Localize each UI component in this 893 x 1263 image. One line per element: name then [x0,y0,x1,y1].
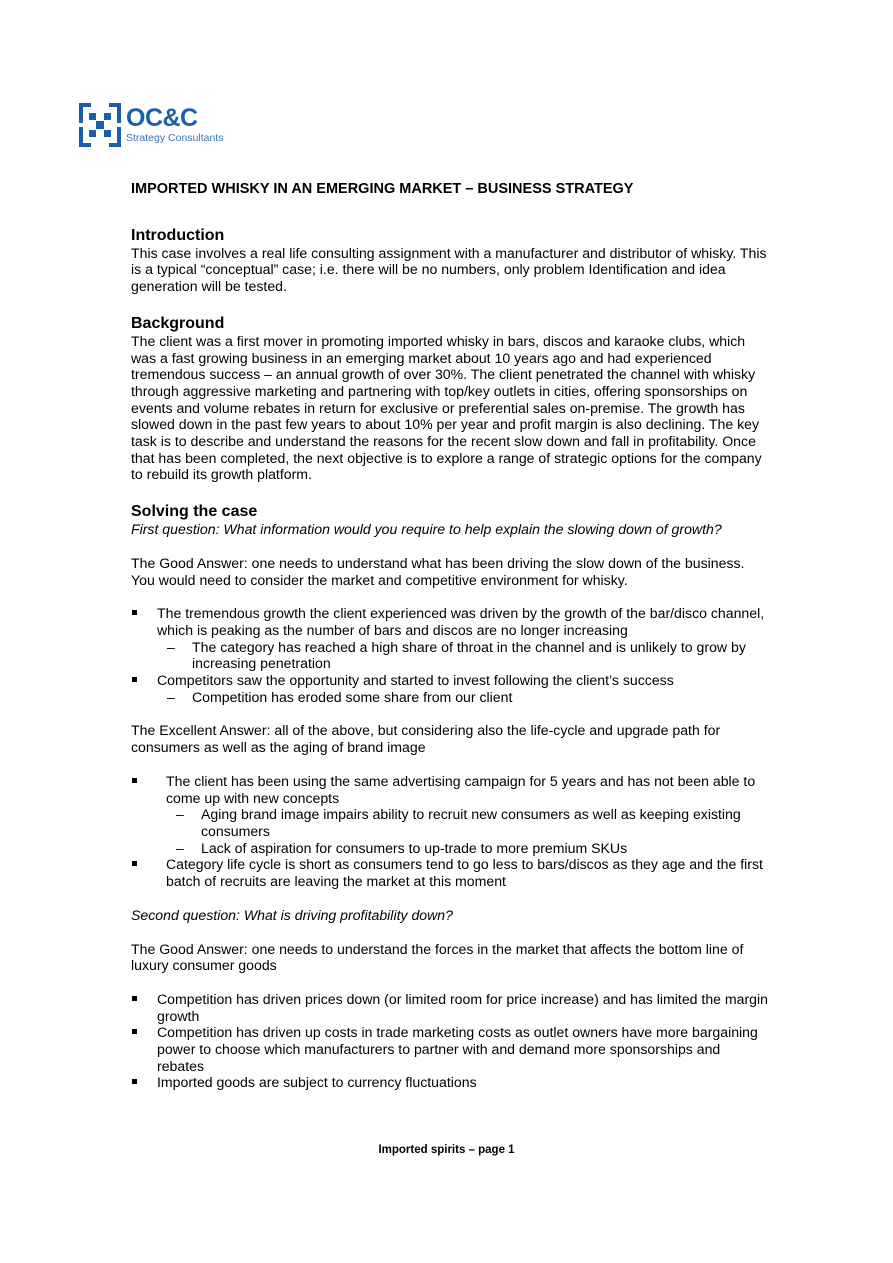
list-item: Imported goods are subject to currency fluctuations [131,1074,771,1091]
first-excellent-answer: The Excellent Answer: all of the above, but considering also the life-cycle and upgrade path for consumers as well as the aging of brand image [131,722,721,756]
list-item: Category life cycle is short as consumers tend to go less to bars/discos as they age and the first batch of recruits are leaving the market at this moment [131,856,771,889]
list-item: Competition has driven prices down (or limited room for price increase) and has limited the margin growth [131,991,771,1024]
first-question: First question: What information would you require to help explain the slowing down of growth? [131,521,722,538]
list-item: Competitors saw the opportunity and started to invest following the client’s success – Competition has eroded some share from our client [131,672,771,705]
list-item: The tremendous growth the client experienced was driven by the growth of the bar/disco channel, which is peaking as the number of bars and discos are no longer increasing – The category has reached a high share of throat in the channel and is unlikely to grow by increasing penetration [131,605,771,672]
occ-logo-icon [79,103,121,147]
logo-subtitle: Strategy Consultants [126,132,224,145]
background-heading: Background [131,314,225,332]
first-excellent-bullets [131,773,771,890]
solving-section [131,503,771,1091]
page-footer: Imported spirits – page 1 [378,1144,515,1156]
second-good-answer: The Good Answer: one needs to understand the forces in the market that affects the bottom line of luxury consumer goods [131,940,744,974]
first-good-bullets [131,605,771,705]
background-section [131,315,771,483]
document-title: IMPORTED WHISKY IN AN EMERGING MARKET – BUSINESS STRATEGY [131,181,634,197]
document-body [131,181,771,1091]
logo-name: OC&C [126,104,198,133]
introduction-text: This case involves a real life consulting assignment with a manufacturer and distributor of whisky. This is a typical “conceptual” case; i.e. there will be no numbers, only problem Identification and idea generation will be tested. [131,244,767,295]
sub-list-item: – Aging brand image impairs ability to recruit new consumers as well as keeping existing consumers [166,806,771,839]
introduction-heading: Introduction [131,226,225,244]
sub-list-item: – Competition has eroded some share from our client [157,689,771,706]
first-good-answer: The Good Answer: one needs to understand what has been driving the slow down of the business. You would need to consider the market and competitive environment for whisky. [131,554,745,588]
solving-heading: Solving the case [131,503,258,521]
list-item: Competition has driven up costs in trade marketing costs as outlet owners have more bargaining power to choose which manufacturers to partner with and demand more sponsorships and rebates [131,1024,771,1074]
sub-list-item: – The category has reached a high share of throat in the channel and is unlikely to grow by increasing penetration [157,639,771,672]
second-good-bullets [131,991,771,1091]
introduction-section [131,227,771,295]
sub-list-item: – Lack of aspiration for consumers to up-trade to more premium SKUs [166,840,771,857]
second-question: Second question: What is driving profitability down? [131,906,453,923]
company-logo [79,103,223,147]
list-item: The client has been using the same advertising campaign for 5 years and has not been able to come up with new concepts – Aging brand image impairs ability to recruit new consumers as well as keeping existing consumers – Lack of aspiration for consumers to up-trade to more premium SKUs [131,773,771,857]
background-text: The client was a first mover in promoting imported whisky in bars, discos and karaoke clubs, which was a fast growing business in an emerging market about 10 years ago and had experienced tremendous success – an annual growth of over 30%. The client penetrated the channel with whisky through aggressive marketing and partnering with top/key outlets in cities, offering sponsorships on events and volume rebates in return for exclusive or preferential sales on-premise. The growth has slowed down in the past few years to about 10% per year and profit margin is also declining. The key task is to describe and understand the reasons for the recent slow down and fall in profitability. Once that has been completed, the next objective is to explore a range of strategic options for the company to rebuild its growth platform. [131,332,762,483]
